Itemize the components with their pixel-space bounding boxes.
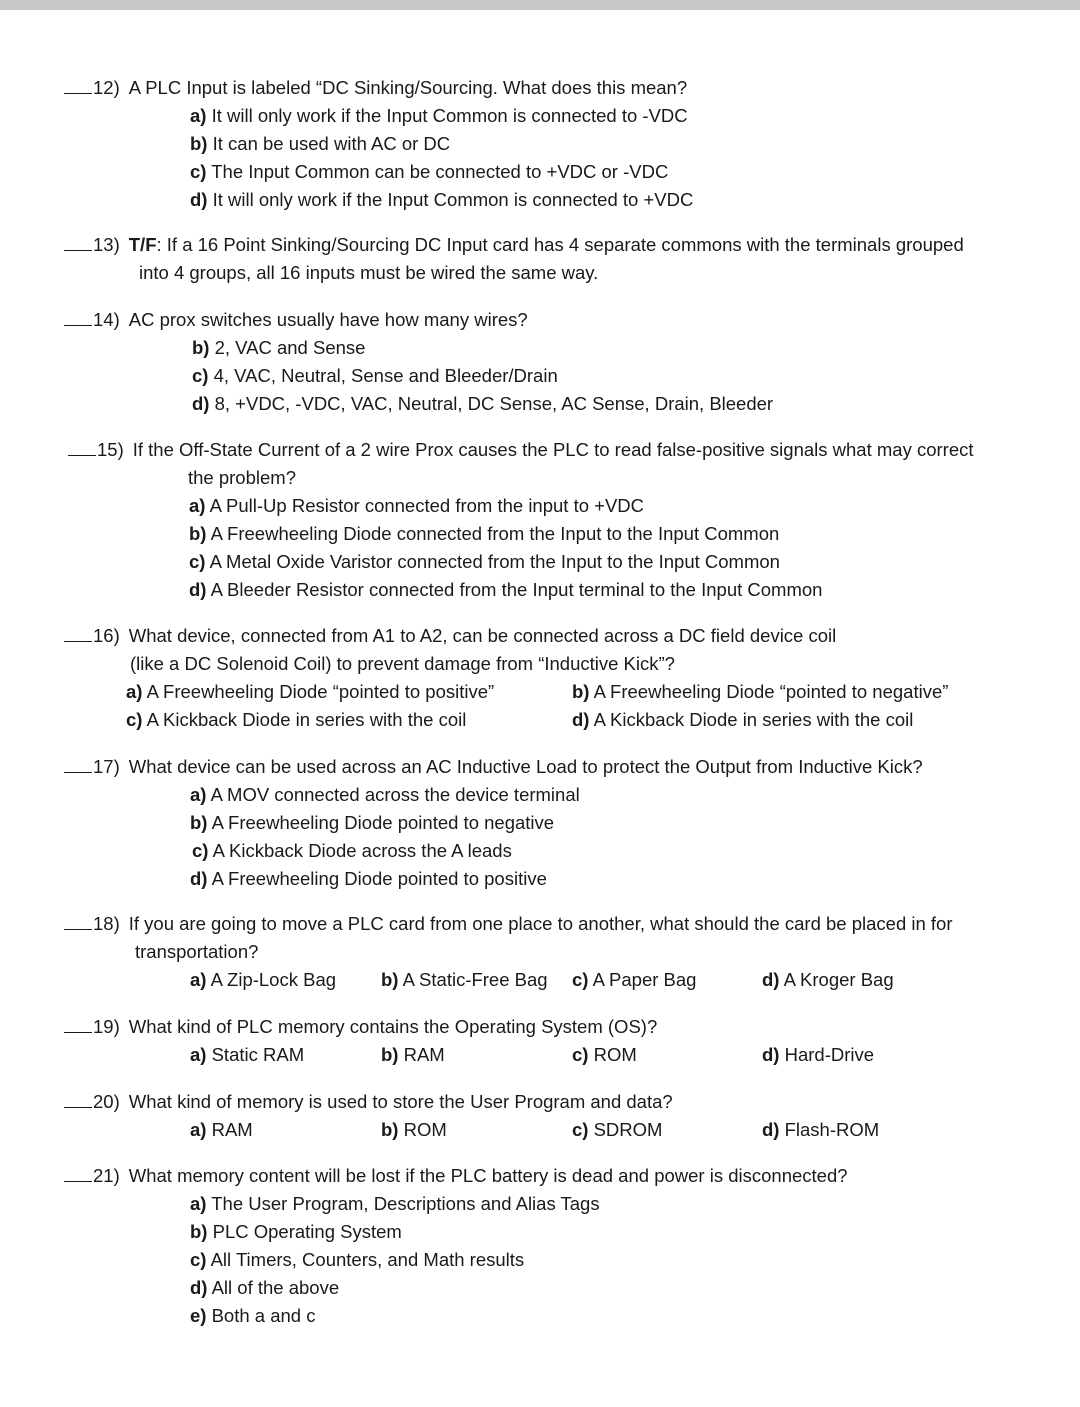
question-text: What kind of PLC memory contains the Operating System (OS)? <box>128 1016 658 1037</box>
question-number: 17) <box>93 756 120 777</box>
question-21 <box>64 1162 1020 1330</box>
option-c: c) All Timers, Counters, and Math results <box>190 1249 525 1270</box>
option-b: b) ROM <box>381 1119 447 1140</box>
option-a: a) A MOV connected across the device terminal <box>190 784 580 805</box>
option-row <box>64 186 1020 214</box>
option-d: d) A Freewheeling Diode pointed to positive <box>190 868 547 889</box>
option-c: c) A Kickback Diode in series with the coil <box>126 709 467 730</box>
option-a: a) A Freewheeling Diode “pointed to positive” <box>126 681 495 702</box>
option-a: a) Static RAM <box>190 1044 305 1065</box>
option-c: c) A Kickback Diode across the A leads <box>192 840 512 861</box>
option-d: d) All of the above <box>190 1277 340 1298</box>
option-row <box>64 362 1020 390</box>
option-d: d) A Kickback Diode in series with the coil <box>572 709 914 730</box>
option-d: d) 8, +VDC, -VDC, VAC, Neutral, DC Sense, AC Sense, Drain, Bleeder <box>192 393 774 414</box>
question-text-continued: transportation? <box>135 941 259 962</box>
option-row <box>64 334 1020 362</box>
option-a: a) A Zip-Lock Bag <box>190 969 337 990</box>
option-b: b) A Static-Free Bag <box>381 969 548 990</box>
question-number: 13) <box>93 234 120 255</box>
question-15 <box>68 436 1020 604</box>
option-row <box>64 1041 1020 1069</box>
option-row <box>64 966 1020 994</box>
option-b: b) A Freewheeling Diode connected from the Input to the Input Common <box>189 523 780 544</box>
question-18 <box>64 910 1020 994</box>
option-row <box>64 1274 1020 1302</box>
option-a: a) It will only work if the Input Common is connected to -VDC <box>190 105 688 126</box>
option-a: a) A Pull-Up Resistor connected from the input to +VDC <box>189 495 645 516</box>
question-text: : If a 16 Point Sinking/Sourcing DC Input card has 4 separate commons with the terminals grouped <box>156 234 964 255</box>
option-b: b) A Freewheeling Diode “pointed to negative” <box>572 681 949 702</box>
option-row <box>64 130 1020 158</box>
option-c: c) ROM <box>572 1044 637 1065</box>
answer-blank[interactable] <box>64 233 92 251</box>
option-c: c) SDROM <box>572 1119 663 1140</box>
question-text: What device can be used across an AC Inductive Load to protect the Output from Inductive Kick? <box>128 756 923 777</box>
question-number: 16) <box>93 625 120 646</box>
question-text: What device, connected from A1 to A2, can be connected across a DC field device coil <box>128 625 837 646</box>
question-number: 18) <box>93 913 120 934</box>
question-19 <box>64 1013 1020 1069</box>
option-a: a) RAM <box>190 1119 253 1140</box>
question-12 <box>64 74 1020 214</box>
option-row <box>64 781 1020 809</box>
question-text: AC prox switches usually have how many wires? <box>128 309 528 330</box>
option-c: c) A Paper Bag <box>572 969 697 990</box>
option-row <box>64 1246 1020 1274</box>
option-e: e) Both a and c <box>190 1305 316 1326</box>
option-row <box>64 1302 1020 1330</box>
question-text: A PLC Input is labeled “DC Sinking/Sourcing. What does this mean? <box>128 77 688 98</box>
question-text-continued: into 4 groups, all 16 inputs must be wired the same way. <box>139 262 599 283</box>
option-row <box>64 1218 1020 1246</box>
question-number: 12) <box>93 77 120 98</box>
question-13 <box>64 231 1020 287</box>
answer-blank[interactable] <box>64 1015 92 1033</box>
question-20 <box>64 1088 1020 1144</box>
question-17 <box>64 753 1020 893</box>
question-text-continued: the problem? <box>188 467 296 488</box>
option-row <box>64 865 1020 893</box>
top-gray-strip <box>0 0 1080 10</box>
answer-blank[interactable] <box>64 755 92 773</box>
option-a: a) The User Program, Descriptions and Alias Tags <box>190 1193 600 1214</box>
option-b: b) PLC Operating System <box>190 1221 402 1242</box>
option-d: d) A Kroger Bag <box>762 969 894 990</box>
option-d: d) It will only work if the Input Common is connected to +VDC <box>190 189 694 210</box>
question-number: 21) <box>93 1165 120 1186</box>
question-text: What kind of memory is used to store the User Program and data? <box>128 1091 673 1112</box>
question-text: If the Off-State Current of a 2 wire Prox causes the PLC to read false-positive signals what may correct <box>132 439 974 460</box>
option-row <box>64 102 1020 130</box>
option-row <box>64 809 1020 837</box>
option-b: b) It can be used with AC or DC <box>190 133 451 154</box>
answer-blank[interactable] <box>64 76 92 94</box>
answer-blank[interactable] <box>64 1090 92 1108</box>
option-row <box>64 1190 1020 1218</box>
option-row <box>68 520 1020 548</box>
option-b: b) RAM <box>381 1044 445 1065</box>
option-row <box>64 706 1020 734</box>
option-row <box>64 390 1020 418</box>
option-b: b) 2, VAC and Sense <box>192 337 366 358</box>
question-text-continued: (like a DC Solenoid Coil) to prevent damage from “Inductive Kick”? <box>130 653 675 674</box>
question-16 <box>64 622 1020 734</box>
answer-blank[interactable] <box>68 438 96 456</box>
option-d: d) Hard-Drive <box>762 1044 875 1065</box>
question-number: 20) <box>93 1091 120 1112</box>
question-number: 15) <box>97 439 124 460</box>
question-text: If you are going to move a PLC card from one place to another, what should the card be placed in for <box>128 913 953 934</box>
option-row <box>68 548 1020 576</box>
question-text: What memory content will be lost if the PLC battery is dead and power is disconnected? <box>128 1165 848 1186</box>
option-c: c) A Metal Oxide Varistor connected from the Input to the Input Common <box>189 551 780 572</box>
option-row <box>64 158 1020 186</box>
true-false-label: T/F <box>128 234 157 255</box>
option-row <box>64 1116 1020 1144</box>
option-c: c) The Input Common can be connected to +VDC or -VDC <box>190 161 669 182</box>
answer-blank[interactable] <box>64 912 92 930</box>
option-row <box>68 492 1020 520</box>
option-b: b) A Freewheeling Diode pointed to negative <box>190 812 555 833</box>
option-c: c) 4, VAC, Neutral, Sense and Bleeder/Drain <box>192 365 558 386</box>
answer-blank[interactable] <box>64 1164 92 1182</box>
option-row <box>64 837 1020 865</box>
option-d: d) Flash-ROM <box>762 1119 880 1140</box>
question-number: 14) <box>93 309 120 330</box>
question-14 <box>64 306 1020 418</box>
answer-blank[interactable] <box>64 308 92 326</box>
answer-blank[interactable] <box>64 624 92 642</box>
option-d: d) A Bleeder Resistor connected from the Input terminal to the Input Common <box>189 579 823 600</box>
question-number: 19) <box>93 1016 120 1037</box>
option-row <box>64 678 1020 706</box>
option-row <box>68 576 1020 604</box>
